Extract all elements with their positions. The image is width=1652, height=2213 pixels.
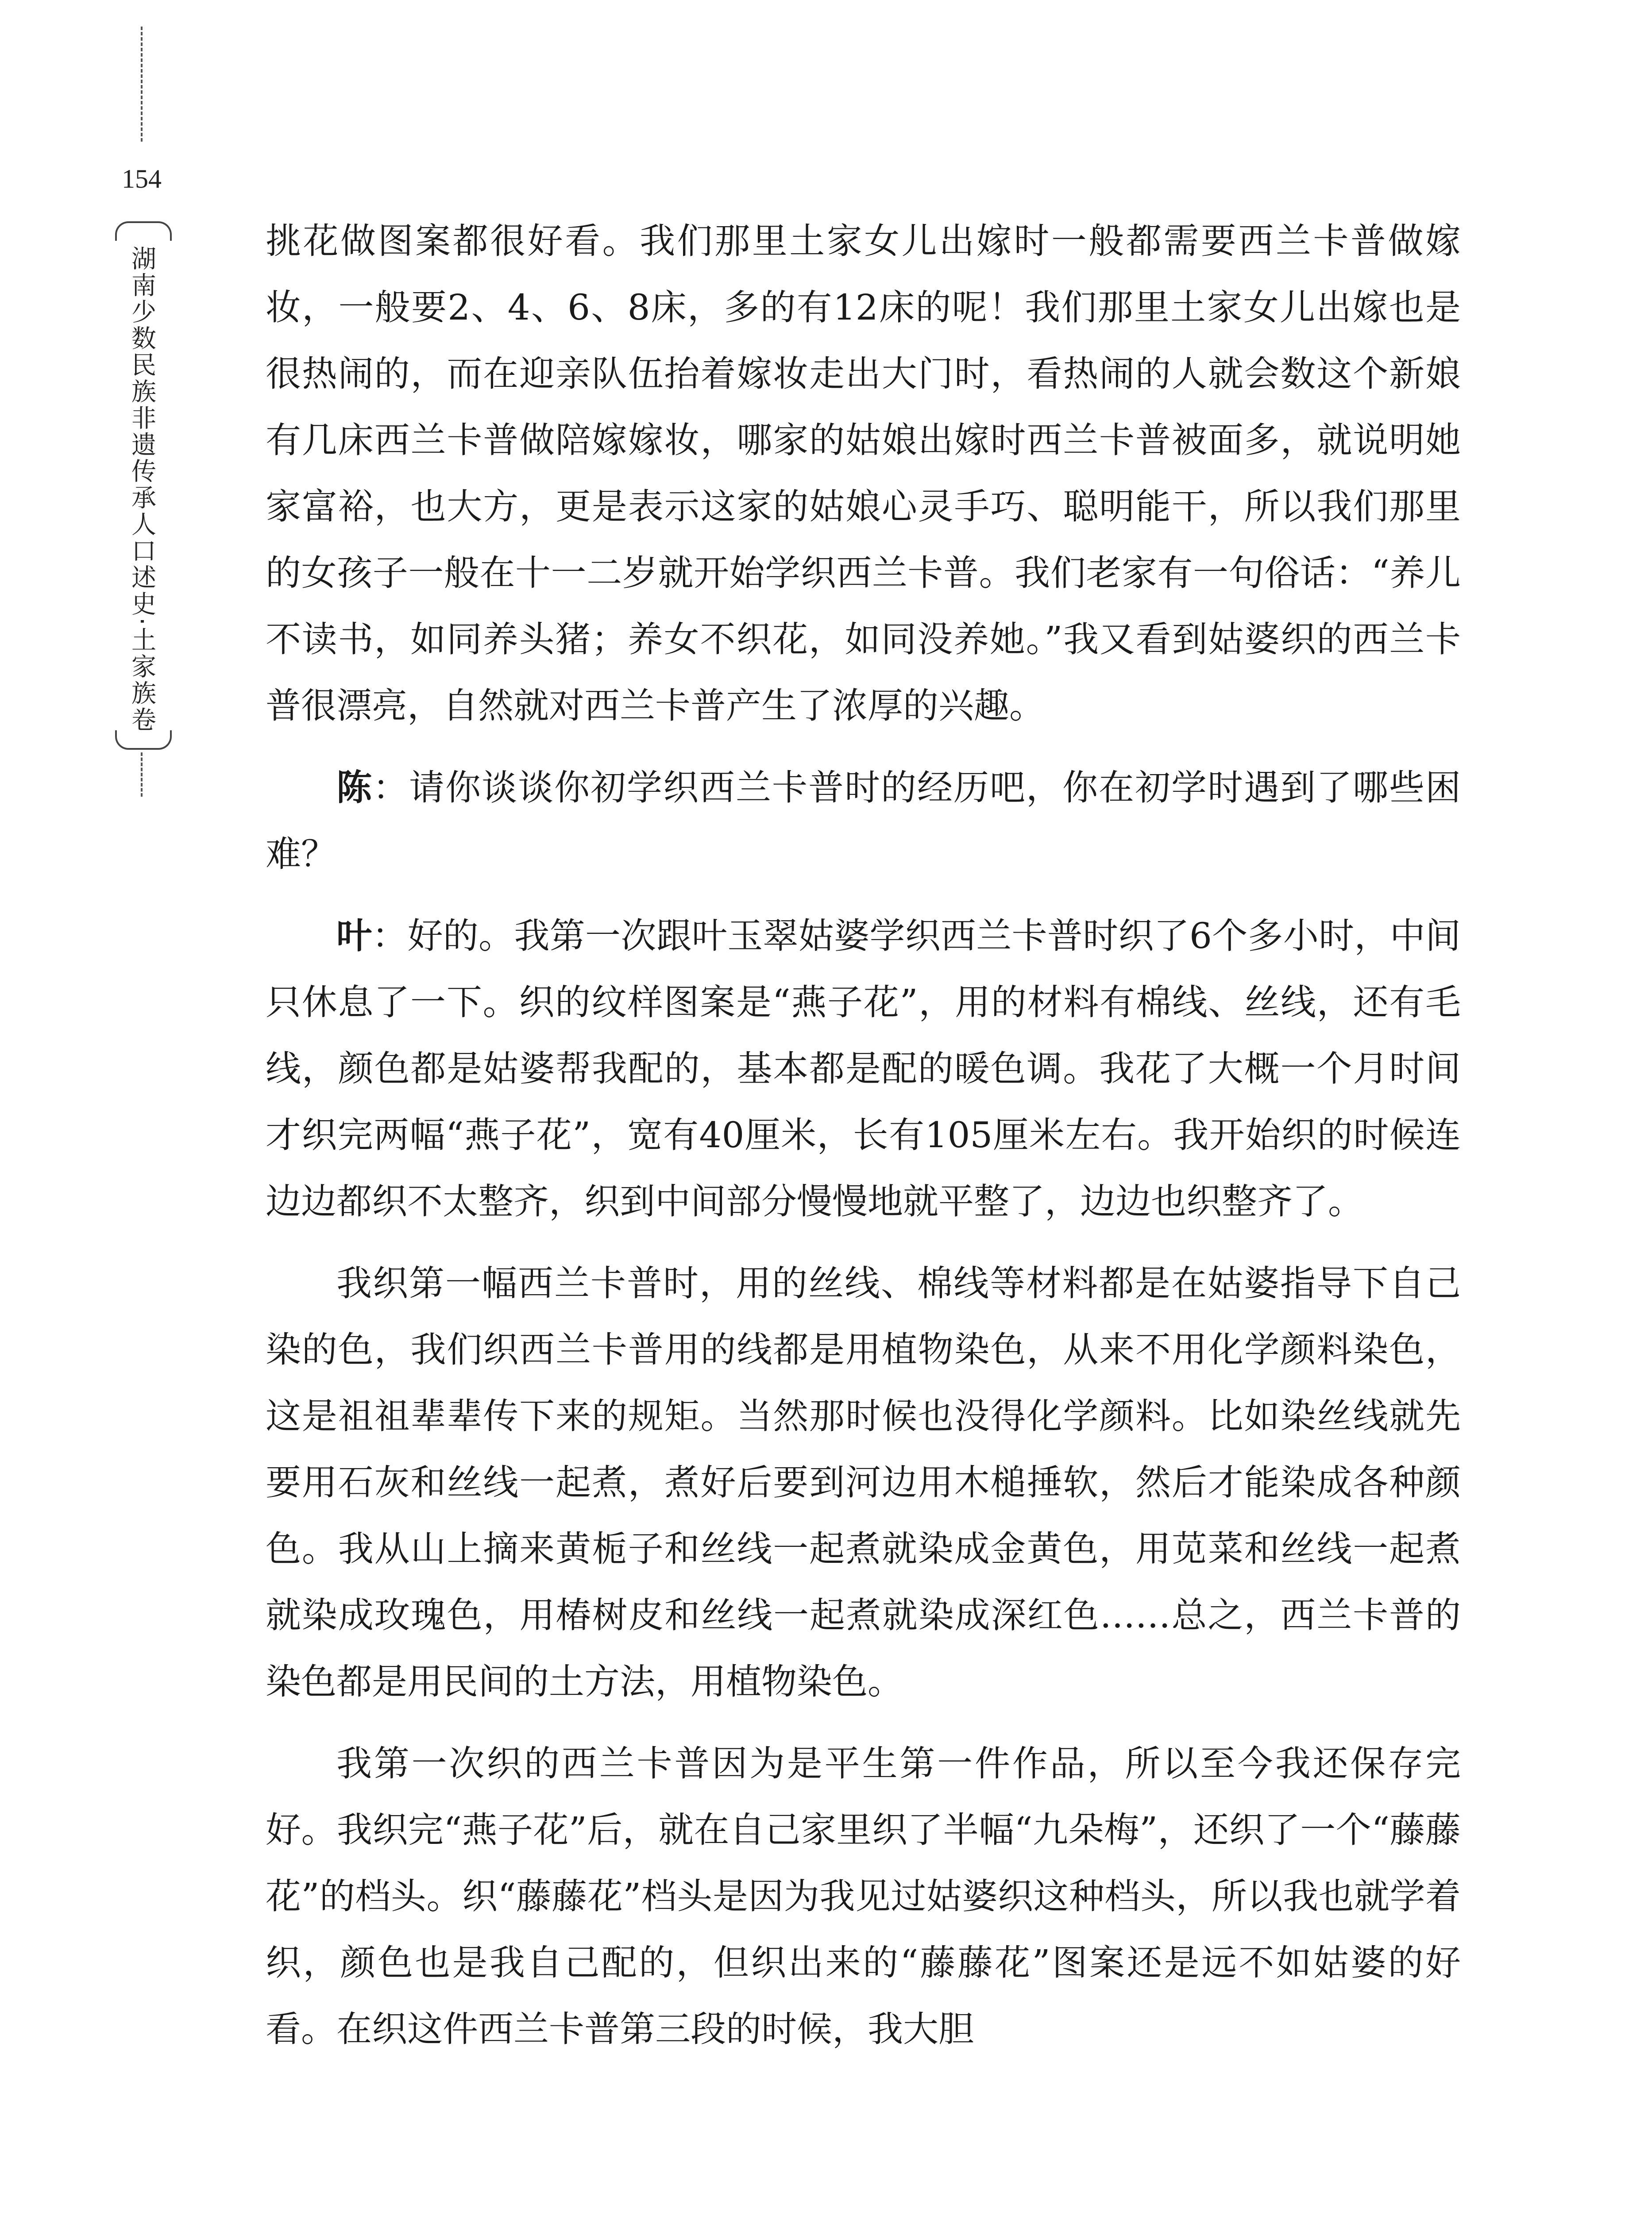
paragraph-text: 我织第一幅西兰卡普时，用的丝线、棉线等材料都是在姑婆指导下自己染的色，我们织西兰卡普用的线都是用植物染色，从来不用化学颜料染色，这是祖祖辈辈传下来的规矩。当然那时候也没得化学颜料。比如染丝线就先要用石灰和丝线一起煮，煮好后要到河边用木槌捶软，然后才能染成各种颜色。我从山上摘来黄栀子和丝线一起煮就染成金黄色，用苋菜和丝线一起煮就染成玫瑰色，用椿树皮和丝线一起煮就染成深红色……总之，西兰卡普的染色都是用民间的土方法，用植物染色。	[266, 1263, 1461, 1702]
paragraph-interview-question	[266, 755, 1461, 887]
paragraph-text: 挑花做图案都很好看。我们那里土家女儿出嫁时一般都需要西兰卡普做嫁妆，一般要2、4、6、8床，多的有12床的呢！我们那里土家女儿出嫁也是很热闹的，而在迎亲队伍抬着嫁妆走出大门时，看热闹的人就会数这个新娘有几床西兰卡普做陪嫁嫁妆，哪家的姑娘出嫁时西兰卡普被面多，就说明她家富裕，也大方，更是表示这家的姑娘心灵手巧、聪明能干，所以我们那里的女孩子一般在十一二岁就开始学织西兰卡普。我们老家有一句俗话：“养儿不读书，如同养头猪；养女不织花，如同没养她。”我又看到姑婆织的西兰卡普很漂亮，自然就对西兰卡普产生了浓厚的兴趣。	[266, 220, 1461, 726]
bracket-bottom	[115, 730, 172, 750]
paragraph-text: 我第一次织的西兰卡普因为是平生第一件作品，所以至今我还保存完好。我织完“燕子花”后，就在自己家里织了半幅“九朵梅”，还织了一个“藤藤花”的档头。织“藤藤花”档头是因为我见过姑婆织这种档头，所以我也就学着织，颜色也是我自己配的，但织出来的“藤藤花”图案还是远不如姑婆的好看。在织这件西兰卡普第三段的时候，我大胆	[266, 1743, 1461, 2050]
margin-rule-bottom	[141, 752, 143, 797]
page-number: 154	[122, 164, 162, 193]
margin-rule-top	[141, 27, 143, 142]
paragraph-text: ：好的。我第一次跟叶玉翠姑婆学织西兰卡普时织了6个多小时，中间只休息了一下。织的纹样图案是“燕子花”，用的材料有棉线、丝线，还有毛线，颜色都是姑婆帮我配的，基本都是配的暖色调。我花了大概一个月时间才织完两幅“燕子花”，宽有40厘米，长有105厘米左右。我开始织的时候连边边都织不太整齐，织到中间部分慢慢地就平整了，边边也织整齐了。	[266, 915, 1461, 1222]
paragraph-text: ：请你谈谈你初学织西兰卡普时的经历吧，你在初学时遇到了哪些困难？	[266, 767, 1461, 875]
speaker-label: 叶	[336, 915, 372, 956]
series-title: 湖南少数民族非遗传承人口述史·土家族卷	[127, 246, 156, 733]
paragraph	[266, 1731, 1461, 2063]
paragraph	[266, 1250, 1461, 1715]
paragraph-interview-answer	[266, 903, 1461, 1235]
margin-header	[66, 0, 173, 797]
paragraph	[266, 208, 1461, 739]
speaker-label: 陈	[336, 767, 373, 808]
body-text	[266, 208, 1461, 2078]
bracket-top	[115, 221, 172, 241]
